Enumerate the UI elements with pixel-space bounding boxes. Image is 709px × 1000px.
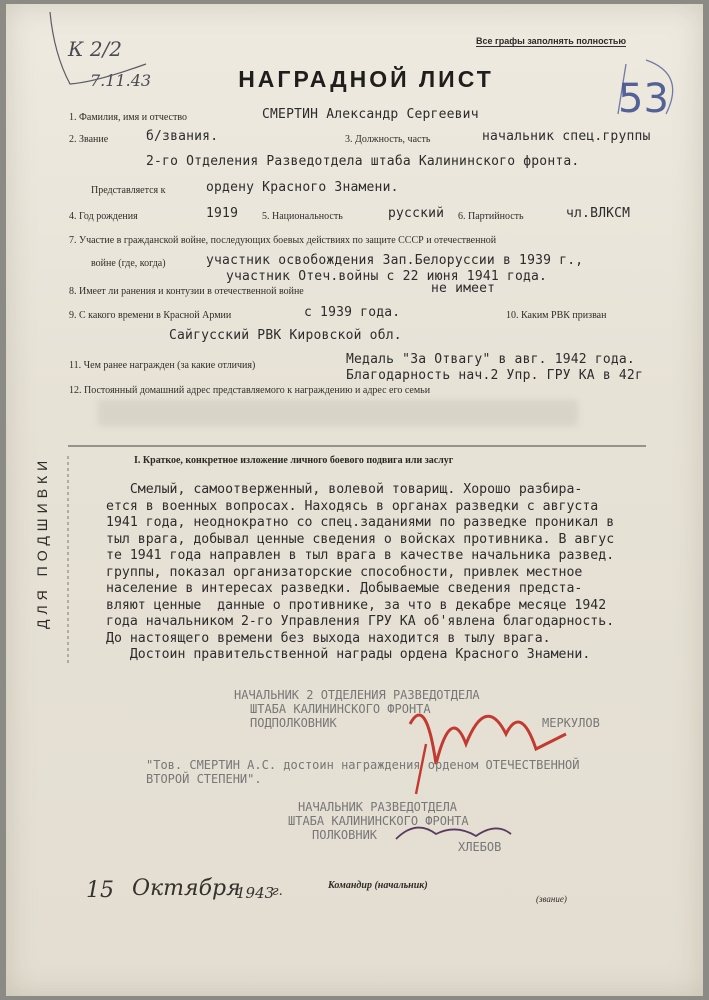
merit-line: группы, показал организаторские способности, привлек местное	[106, 564, 583, 580]
commander-label: Командир (начальник)	[328, 880, 428, 891]
field-10-label: 10. Каким РВК призван	[506, 310, 607, 321]
field-4-label: 4. Год рождения	[69, 211, 138, 222]
field-9-value: с 1939 года.	[304, 305, 401, 320]
field-1-value: СМЕРТИН Александр Сергеевич	[262, 107, 479, 122]
merit-line: те 1941 года направлен в тыл врага в качестве начальника развед.	[106, 548, 615, 563]
merit-line: 1941 года, неоднократно со спец.заданиями по разведке проникал в	[106, 515, 615, 530]
field-7-label-b: войне (где, когда)	[91, 258, 166, 269]
field-3-value-cont: 2-го Отделения Разведотдела штаба Калининского фронта.	[146, 154, 580, 169]
field-8-label: 8. Имеет ли ранения и контузии в отечественной войне	[69, 286, 304, 297]
page-title: НАГРАДНОЙ ЛИСТ	[238, 66, 494, 92]
resolution-line2: ВТОРОЙ СТЕПЕНИ".	[146, 772, 262, 786]
present-label: Представляется к	[91, 185, 166, 196]
field-2-label: 2. Звание	[69, 134, 109, 145]
corner-note: К 2/2	[68, 37, 123, 61]
date-year: 1943	[236, 884, 275, 902]
field-7-value: участник освобождения Зап.Белоруссии в 1939 г.,	[206, 253, 584, 268]
field-3-label: 3. Должность, часть	[345, 134, 431, 145]
field-2-value: б/звания.	[146, 129, 219, 144]
date-month: Октября	[132, 876, 241, 901]
field-9-label: 9. С какого времени в Красной Армии	[69, 310, 232, 321]
corner-date: 7.11.43	[90, 71, 152, 90]
sig2-line3: ПОЛКОВНИК	[312, 828, 378, 842]
fill-instruction: Все графы заполнять полностью	[476, 36, 627, 46]
field-1-label: 1. Фамилия, имя и отчество	[69, 112, 188, 123]
sig1-line1: НАЧАЛЬНИК 2 ОТДЕЛЕНИЯ РАЗВЕДОТДЕЛА	[234, 688, 480, 702]
merit-line: ется в военных вопросах. Находясь в органах разведки с августа	[106, 498, 599, 514]
field-12-label: 12. Постоянный домашний адрес представляемого к награждению и адрес его семьи	[69, 385, 431, 396]
sig2-line1: НАЧАЛЬНИК РАЗВЕДОТДЕЛА	[298, 800, 457, 814]
merit-line: тыл врага, добывал ценные сведения о войсках противника. В авгус	[106, 531, 615, 547]
field-8-value: не имеет	[431, 281, 496, 296]
sheet-number: 53	[618, 76, 669, 122]
merit-line: Смелый, самоотверженный, волевой товарищ. Хорошо разбира-	[106, 482, 583, 497]
merit-line: вляют ценные данные о противнике, за что в декабре месяце 1942	[106, 597, 607, 613]
field-6-label: 6. Партийность	[458, 211, 524, 222]
binding-side-label: ДЛЯ ПОДШИВКИ	[34, 455, 50, 629]
rank-label: (звание)	[536, 894, 567, 904]
merit-description	[106, 482, 709, 664]
field-11-value: Медаль "За Отвагу" в авг. 1942 года.	[346, 352, 635, 367]
award-sheet-page	[6, 4, 703, 996]
field-5-label: 5. Национальность	[262, 211, 343, 222]
merit-line: население в интересах разведки. Добываемые сведения предста-	[106, 581, 583, 596]
merit-line: До настоящего времени без выхода находится в тылу врага.	[106, 630, 551, 646]
sig1-line2: ШТАБА КАЛИНИНСКОГО ФРОНТА	[250, 702, 431, 716]
field-11-label: 11. Чем ранее награжден (за какие отличия)	[69, 360, 256, 371]
field-7-label: 7. Участие в гражданской войне, последующих боевых действиях по защите СССР и отечественной	[69, 235, 497, 246]
sig2-name: ХЛЕБОВ	[458, 840, 502, 854]
sig2-line2: ШТАБА КАЛИНИНСКОГО ФРОНТА	[288, 814, 469, 828]
present-value: ордену Красного Знамени.	[206, 180, 399, 195]
resolution-line1: "Тов. СМЕРТИН А.С. достоин награждения орденом ОТЕЧЕСТВЕННОЙ	[146, 758, 580, 772]
purple-signature	[396, 828, 511, 839]
date-suffix: г.	[272, 884, 283, 899]
field-3-value: начальник спец.группы	[482, 129, 651, 144]
field-7-value-cont: участник Отеч.войны с 22 июня 1941 года.	[226, 269, 548, 284]
sig1-line3: ПОДПОЛКОВНИК	[250, 716, 337, 730]
merit-line: года начальником 2-го Управления ГРУ КА об'явлена благодарность.	[106, 614, 615, 629]
field-10-value: Сайгусский РВК Кировской обл.	[169, 328, 402, 343]
field-11-value-cont: Благодарность нач.2 Упр. ГРУ КА в 42г	[346, 368, 643, 383]
date-day: 15	[86, 878, 114, 903]
redacted-address	[98, 400, 578, 426]
section-title: I. Краткое, конкретное изложение личного боевого подвига или заслуг	[134, 455, 454, 466]
field-4-value: 1919	[206, 206, 239, 221]
field-5-value: русский	[388, 206, 445, 221]
merit-line: Достоин правительственной награды ордена Красного Знамени.	[106, 647, 591, 662]
sig1-name: МЕРКУЛОВ	[542, 716, 600, 730]
field-6-value: чл.ВЛКСМ	[566, 206, 631, 221]
